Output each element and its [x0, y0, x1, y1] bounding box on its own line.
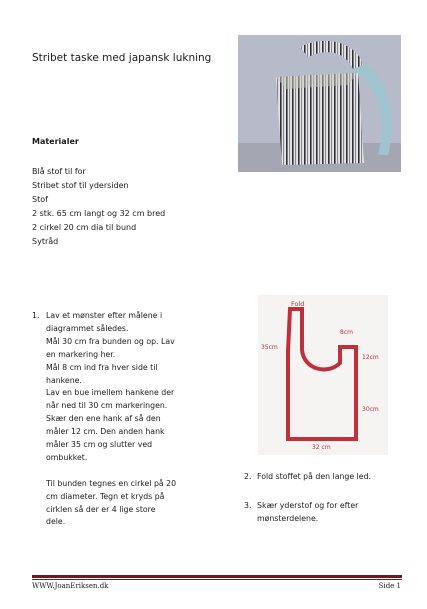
step-2-number: 2.: [244, 472, 252, 481]
list-item: Stribet stof til ydersiden: [32, 181, 129, 190]
step-1-bottom-line: dele.: [46, 517, 66, 527]
step-1-line: måler 35 cm og slutter ved: [46, 440, 153, 450]
footer-rule: [32, 575, 402, 578]
step-3-number: 3.: [244, 501, 252, 510]
step-2-text: Fold stoffet på den lange led.: [257, 472, 372, 481]
handle-width-label: 8cm: [340, 329, 353, 336]
footer-page-number: Side 1: [378, 582, 401, 590]
step-1-line: måler 12 cm. Den anden hank: [46, 427, 165, 437]
handle-height-label: 12cm: [362, 354, 379, 361]
step-1-line: Mål 30 cm fra bunden og op. Lav: [46, 336, 175, 346]
step-3: [244, 500, 358, 526]
list-item: Sytråd: [32, 237, 59, 246]
step-3-line: Skær yderstof og for efter: [257, 501, 359, 510]
body-height-label: 30cm: [362, 406, 379, 413]
page-title: Stribet taske med japansk lukning: [32, 52, 212, 64]
step-1-number: 1.: [32, 311, 40, 320]
footer-website: WWW.JoanEriksen.dk: [32, 582, 109, 590]
list-item: 2 cirkel 20 cm dia til bund: [32, 223, 137, 232]
step-1-line: hankene.: [46, 375, 82, 385]
step-1-bottom-line: cirklen så der er 4 lige store: [46, 504, 156, 514]
step-1: [32, 310, 226, 529]
list-item: Blå stof til for: [32, 167, 86, 176]
step-3-line: mønsterdelene.: [257, 513, 319, 523]
step-1-line: en markering her.: [46, 349, 116, 359]
footer-rule-thin: [32, 579, 402, 580]
step-2: [244, 471, 371, 484]
step-1-line: diagrammet således.: [46, 323, 129, 333]
step-1-line: Lav en bue imellem hankene der: [46, 388, 175, 398]
step-1-line: Lav et mønster efter målene i: [46, 311, 163, 320]
bag-photo: [238, 35, 401, 172]
bottom-width-label: 32 cm: [312, 444, 331, 451]
step-1-line: Mål 8 cm ind fra hver side til: [46, 362, 158, 372]
step-1-line: når ned til 30 cm markeringen.: [46, 401, 168, 411]
fold-label: Fold: [291, 300, 305, 308]
step-1-bottom-line: cm diameter. Tegn et kryds på: [46, 491, 165, 501]
step-1-line: Skær den ene hank af så den: [46, 414, 161, 424]
list-item: 2 stk. 65 cm langt og 32 cm bred: [32, 209, 166, 218]
step-1-bottom-line: Til bunden tegnes en cirkel på 20: [46, 478, 177, 488]
step-1-line: ombukket.: [46, 452, 88, 462]
materials-heading: Materialer: [32, 137, 79, 146]
materials-list: [32, 165, 165, 249]
pattern-diagram: [258, 295, 388, 455]
list-item: Stof: [32, 195, 48, 204]
left-height-label: 35cm: [261, 344, 278, 351]
